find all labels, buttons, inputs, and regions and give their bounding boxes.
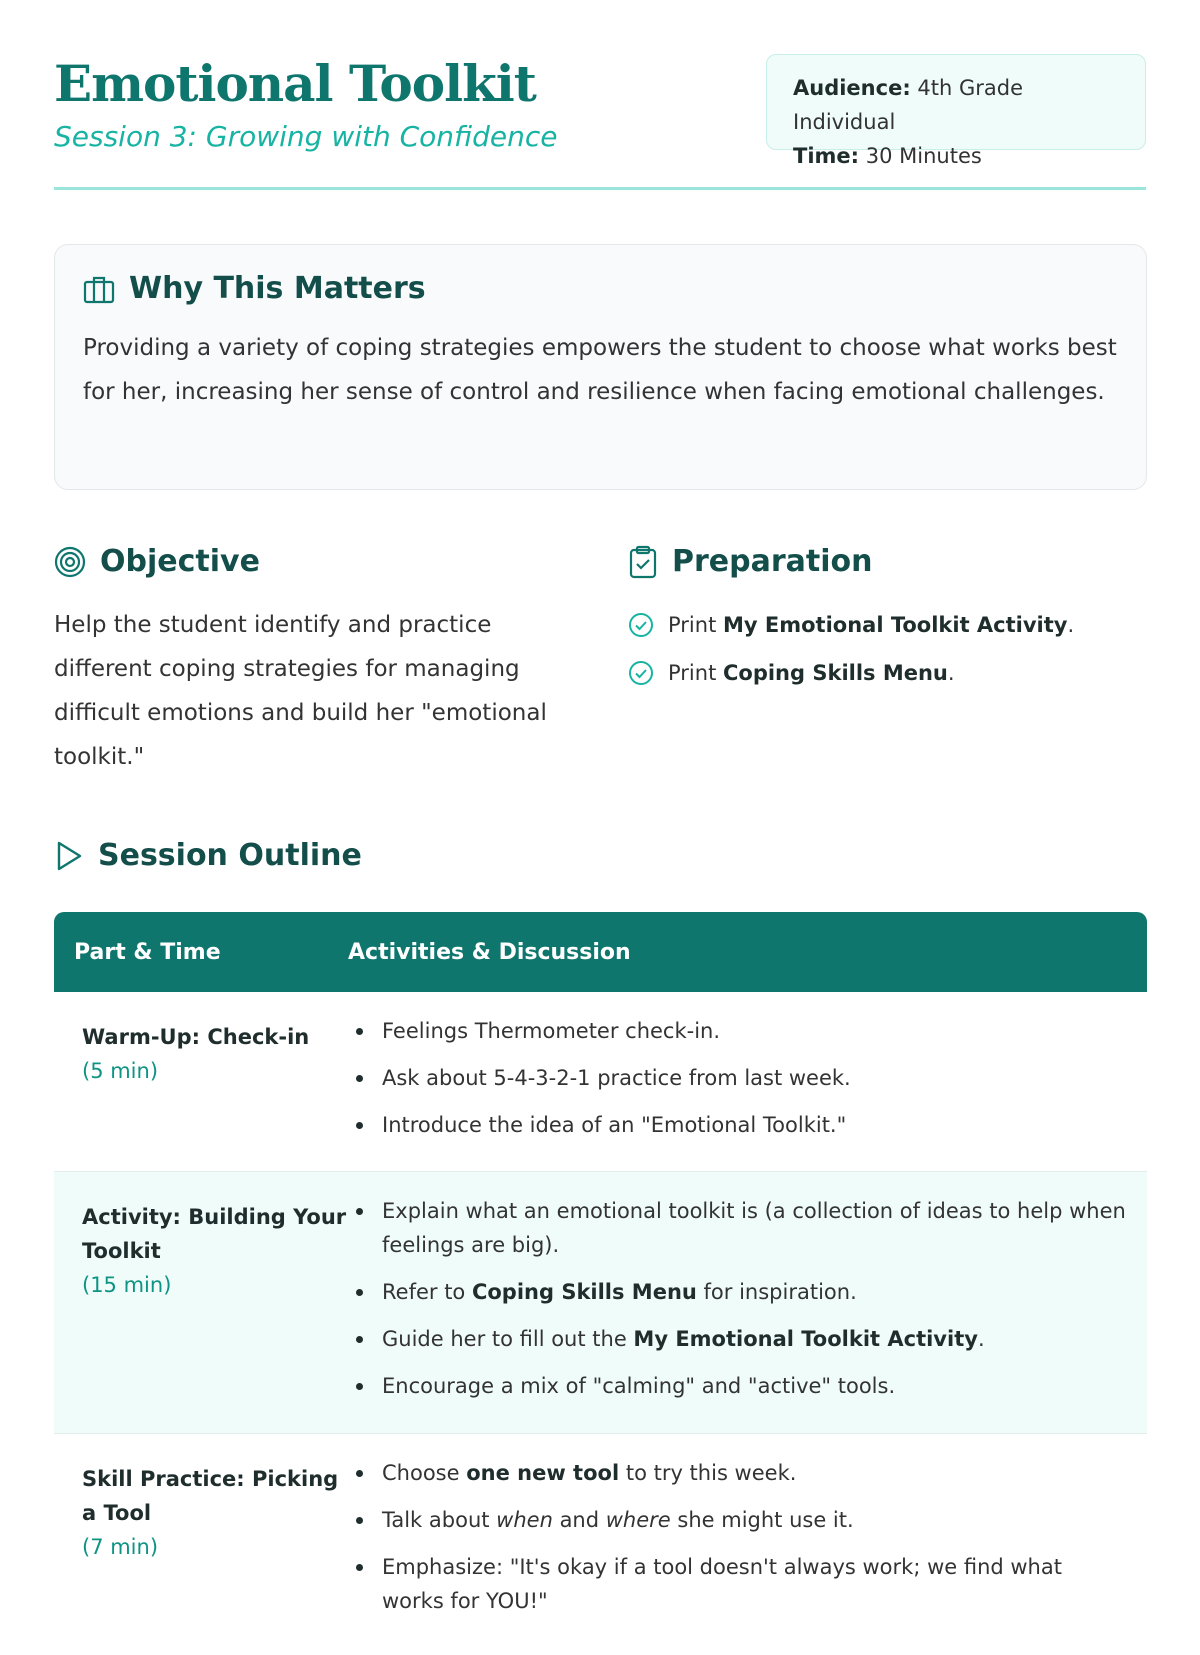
- why-text: Providing a variety of coping strategies empowers the student to choose what works best for her, increasing her sense of control and resilience when facing emotional challenges.: [83, 335, 1117, 405]
- preparation-section: [628, 544, 1148, 697]
- session-meta-box: [766, 54, 1146, 168]
- preparation-heading: Preparation: [672, 544, 873, 579]
- table-row: [54, 992, 1147, 1172]
- row-time: (15 min): [82, 1273, 172, 1297]
- activity-bold: Coping Skills Menu: [471, 1280, 697, 1304]
- session-outline-table: [54, 912, 1147, 1655]
- objective-text: Help the student identify and practice different coping strategies for managing difficult emotions and build her "emotional toolkit.": [54, 612, 547, 770]
- session-outline-heading-row: [54, 838, 362, 873]
- check-circle-icon: [628, 612, 654, 638]
- activity-text: Talk about: [382, 1508, 497, 1532]
- activity-text: and: [552, 1508, 606, 1532]
- table-header: [54, 912, 1147, 992]
- why-heading-row: [83, 271, 1118, 306]
- activity-bold: one new tool: [466, 1461, 620, 1485]
- column-header-activities: Activities & Discussion: [348, 939, 631, 965]
- row-activities-cell: [348, 1172, 1147, 1433]
- time-value: 30 Minutes: [865, 144, 982, 168]
- activity-text: for inspiration.: [696, 1280, 857, 1304]
- check-circle-icon: [628, 660, 654, 686]
- activity-italic: when: [496, 1508, 553, 1532]
- preparation-list: [628, 601, 1148, 697]
- activity-italic: where: [605, 1508, 671, 1532]
- activity-item: [348, 1275, 1127, 1309]
- activity-item: Ask about 5-4-3-2-1 practice from last week.: [348, 1061, 1127, 1095]
- activity-item: Explain what an emotional toolkit is (a collection of ideas to help when feelings are big).: [348, 1194, 1127, 1262]
- prep-suffix: .: [1067, 613, 1075, 637]
- time-line: [793, 139, 1119, 173]
- prep-prefix: Print: [668, 661, 723, 685]
- audience-label: Audience:: [793, 76, 911, 100]
- activity-item: Emphasize: "It's okay if a tool doesn't always work; we find what works for YOU!": [348, 1550, 1127, 1618]
- audience-line: [793, 71, 1119, 139]
- row-part-title: Activity: Building Your Toolkit: [82, 1205, 347, 1263]
- preparation-item-text: [668, 661, 955, 685]
- prep-suffix: .: [947, 661, 955, 685]
- preparation-item: [628, 649, 1148, 697]
- target-icon: [54, 546, 86, 578]
- objective-heading-row: [54, 544, 574, 579]
- activity-bold: My Emotional Toolkit Activity: [633, 1327, 978, 1351]
- activity-text: she might use it.: [670, 1508, 854, 1532]
- row-activities-cell: [348, 992, 1147, 1171]
- objective-heading: Objective: [100, 544, 260, 579]
- why-this-matters-card: [54, 244, 1147, 490]
- preparation-item-text: [668, 613, 1074, 637]
- briefcase-icon: [83, 274, 115, 304]
- play-icon: [54, 840, 84, 872]
- activity-item: Encourage a mix of "calming" and "active" tools.: [348, 1369, 1127, 1403]
- session-outline-heading: Session Outline: [98, 838, 362, 873]
- activity-item: Introduce the idea of an "Emotional Toolkit.": [348, 1108, 1127, 1142]
- activity-item: [348, 1456, 1127, 1490]
- why-heading: Why This Matters: [129, 271, 426, 306]
- row-time: (7 min): [82, 1535, 159, 1559]
- activity-text: .: [977, 1327, 985, 1351]
- row-part-title: Skill Practice: Picking a Tool: [82, 1467, 339, 1525]
- activity-item: [348, 1503, 1127, 1537]
- header: [54, 0, 1146, 190]
- row-part-cell: [54, 1434, 348, 1655]
- row-activities-cell: [348, 1434, 1147, 1655]
- audience-value: 4th Grade Individual: [793, 76, 1024, 134]
- prep-bold: Coping Skills Menu: [722, 661, 948, 685]
- page-title: Emotional Toolkit: [54, 54, 536, 113]
- page-subtitle: Session 3: Growing with Confidence: [54, 120, 558, 153]
- prep-prefix: Print: [668, 613, 723, 637]
- activity-text: to try this week.: [619, 1461, 797, 1485]
- activity-text: Guide her to fill out the: [382, 1327, 634, 1351]
- objective-section: [54, 544, 574, 779]
- row-part-cell: [54, 992, 348, 1171]
- preparation-item: [628, 601, 1148, 649]
- column-header-part-time: Part & Time: [74, 939, 221, 965]
- row-part-cell: [54, 1172, 348, 1433]
- activity-text: Choose: [382, 1461, 467, 1485]
- clipboard-check-icon: [628, 545, 658, 579]
- prep-bold: My Emotional Toolkit Activity: [722, 613, 1068, 637]
- time-label: Time:: [793, 144, 860, 168]
- activity-item: [348, 1322, 1127, 1356]
- activity-text: Refer to: [382, 1280, 472, 1304]
- table-row: [54, 1434, 1147, 1655]
- preparation-heading-row: [628, 544, 1148, 579]
- row-time: (5 min): [82, 1059, 159, 1083]
- row-part-title: Warm-Up: Check-in: [82, 1025, 310, 1049]
- table-row: [54, 1172, 1147, 1434]
- activity-item: Feelings Thermometer check-in.: [348, 1014, 1127, 1048]
